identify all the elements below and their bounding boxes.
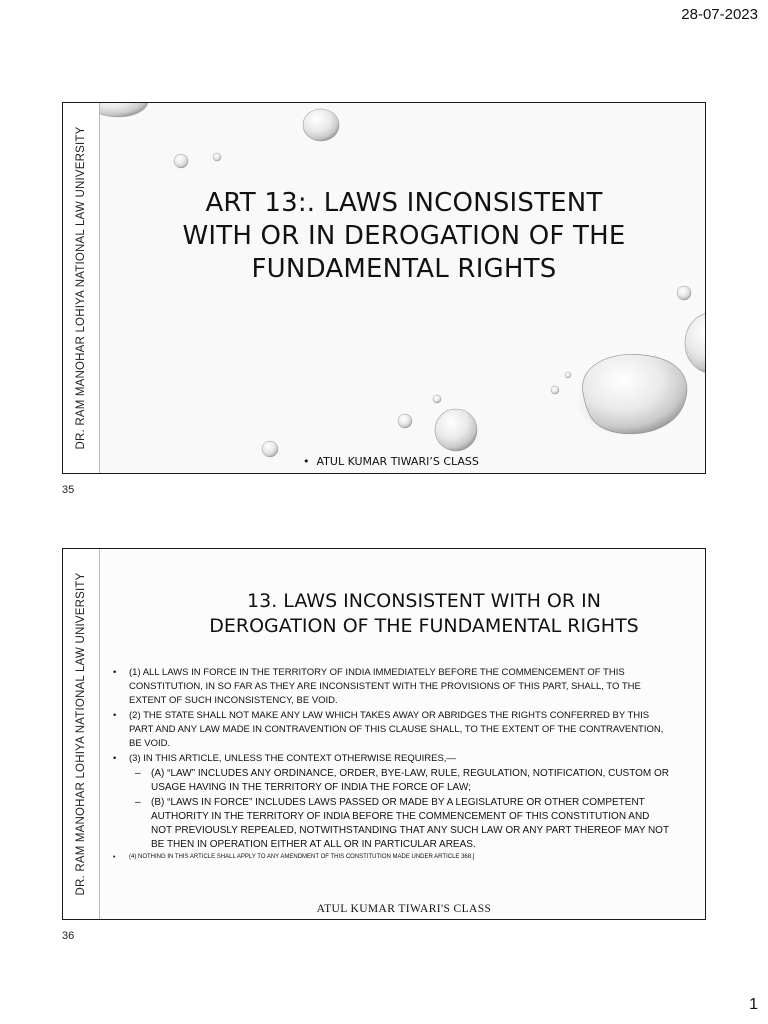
slide-subtitle <box>303 455 479 468</box>
slide-body <box>111 666 671 862</box>
water-drop <box>582 354 686 433</box>
clause-text: (3) IN THIS ARTICLE, UNLESS THE CONTEXT OTHERWISE REQUIRES,— <box>129 753 456 764</box>
title-line: ART 13:. LAWS INCONSISTENT <box>205 188 603 218</box>
page-number: 1 <box>749 996 758 1013</box>
bullet: • <box>113 710 117 721</box>
university-name-vertical: DR. RAM MANOHAR LOHIYA NATIONAL LAW UNIVERSITY <box>75 572 87 896</box>
water-drop <box>433 395 441 403</box>
side-banner <box>63 549 100 919</box>
slide-number: 35 <box>62 484 75 496</box>
slide-title <box>163 589 685 639</box>
clause-3a <box>111 767 671 795</box>
clause-text: (2) THE STATE SHALL NOT MAKE ANY LAW WHICH TAKES AWAY OR ABRIDGES THE RIGHTS CONFERRED BY THIS PART AND ANY LAW MADE IN CONTRAVENTION OF THIS CLAUSE SHALL, TO THE EXTENT OF THE CONTRAVENTION, BE VOID. <box>129 710 664 749</box>
clause-text: (A) “LAW” INCLUDES ANY ORDINANCE, ORDER, BYE-LAW, RULE, REGULATION, NOTIFICATION, CUSTOM OR USAGE HAVING IN THE TERRITORY OF INDIA THE FORCE OF LAW; <box>151 768 670 793</box>
dash: – <box>135 768 141 779</box>
dash: – <box>135 797 141 808</box>
bullet: • <box>113 753 117 764</box>
clause-2 <box>111 709 671 751</box>
class-name: ATUL KUMAR TIWARI’S CLASS <box>316 455 479 468</box>
title-line: WITH OR IN DEROGATION OF THE <box>182 221 626 252</box>
title-line: FUNDAMENTAL RIGHTS <box>251 254 557 285</box>
water-drop <box>551 386 559 394</box>
clause-1 <box>111 666 671 708</box>
water-drop <box>565 372 571 378</box>
clause-4 <box>111 853 671 862</box>
clause-text: (1) ALL LAWS IN FORCE IN THE TERRITORY OF INDIA IMMEDIATELY BEFORE THE COMMENCEMENT OF THIS CONSTITUTION, IN SO FAR AS THEY ARE INCONSISTENT WITH THE PROVISIONS OF THIS PART, SHALL, TO THE EXTENT OF SUCH INCONSISTENCY, BE VOID. <box>129 667 641 706</box>
slide-footer: ATUL KUMAR TIWARI'S CLASS <box>316 903 492 915</box>
clause-3b <box>111 796 671 852</box>
university-name-vertical: DR. RAM MANOHAR LOHIYA NATIONAL LAW UNIVERSITY <box>75 126 87 450</box>
water-drop <box>174 154 188 168</box>
slide-number: 36 <box>62 930 75 942</box>
bullet: • <box>113 667 117 678</box>
title-line: 13. LAWS INCONSISTENT WITH OR IN <box>247 590 601 612</box>
water-drop <box>303 109 339 141</box>
water-drop <box>435 409 477 451</box>
bullet: • <box>303 455 310 468</box>
slide-36 <box>62 548 706 920</box>
water-drop <box>213 153 221 161</box>
clause-3 <box>111 752 671 766</box>
clause-text: (B) “LAWS IN FORCE” INCLUDES LAWS PASSED OR MADE BY A LEGISLATURE OR OTHER COMPETENT AUTHORITY IN THE TERRITORY OF INDIA BEFORE THE COMMENCEMENT OF THIS CONSTITUTION AND NOT PREVIOUSLY REPEALED, NOTWITHSTANDING THAT ANY SUCH LAW OR ANY PART THEREOF MAY NOT BE THEN IN OPERATION EITHER AT ALL OR IN PARTICULAR AREAS. <box>151 797 669 850</box>
bullet: • <box>113 854 116 861</box>
clause-text: (4) NOTHING IN THIS ARTICLE SHALL APPLY TO ANY AMENDMENT OF THIS CONSTITUTION MADE UNDER ARTICLE 368.] <box>129 854 475 860</box>
print-date: 28-07-2023 <box>681 6 758 23</box>
water-drop <box>262 441 278 457</box>
side-banner <box>63 103 100 473</box>
water-drop <box>685 313 706 373</box>
water-drop <box>398 414 412 428</box>
slide-title <box>143 187 665 286</box>
slide-35 <box>62 102 706 474</box>
water-drops-background <box>63 103 706 474</box>
water-drop <box>677 286 691 300</box>
title-line: DEROGATION OF THE FUNDAMENTAL RIGHTS <box>209 615 639 638</box>
